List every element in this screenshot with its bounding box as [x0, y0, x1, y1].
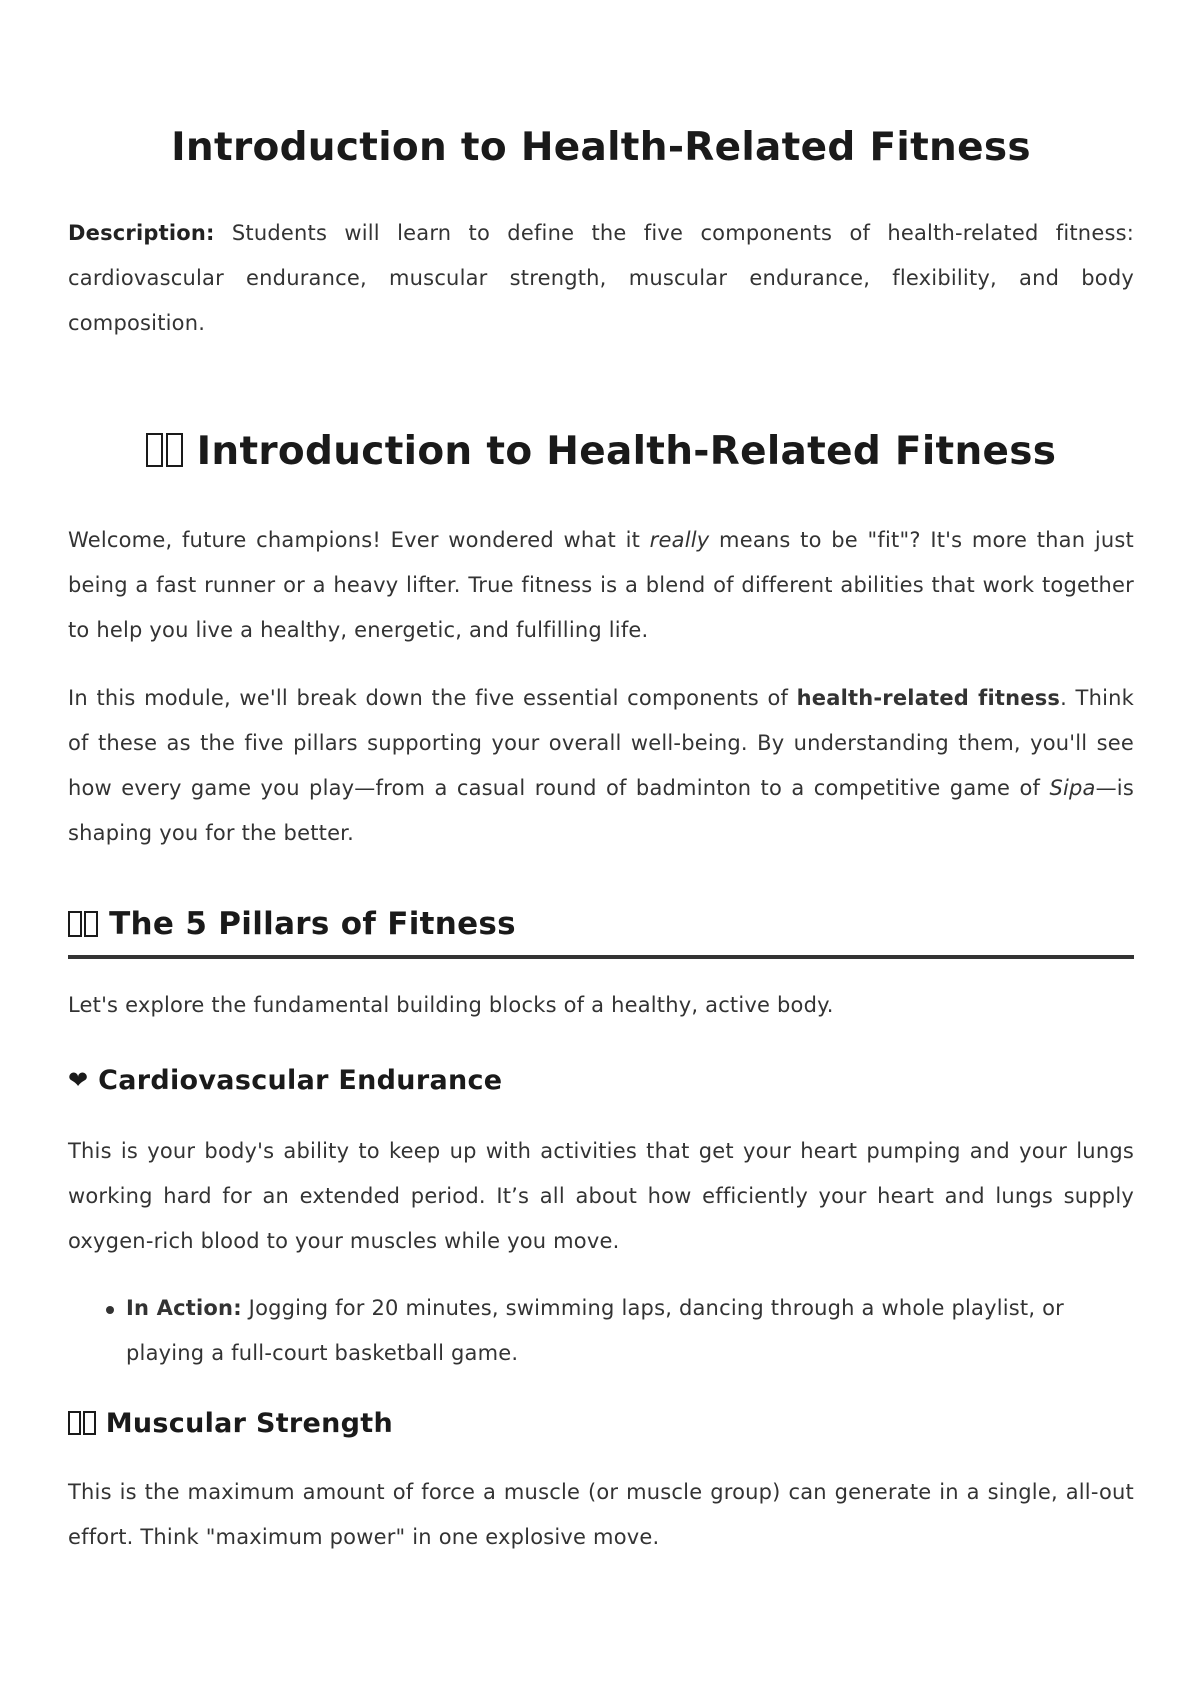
- pillars-heading: [68, 902, 1134, 959]
- module-text-start: In this module, we'll break down the five essential components of: [68, 686, 797, 710]
- bullet-icon: [106, 1306, 114, 1314]
- module-paragraph: [68, 676, 1134, 856]
- document-title: Introduction to Health-Related Fitness: [171, 125, 1031, 170]
- welcome-text-start: Welcome, future champions! Ever wondered what it: [68, 528, 650, 552]
- main-heading: [68, 426, 1134, 478]
- cardio-heading: [68, 1060, 1134, 1101]
- welcome-paragraph: [68, 518, 1134, 653]
- module-emphasis: Sipa: [1049, 776, 1096, 800]
- description-text: Students will learn to define the five components of health-related fitness: cardiovascular endurance, muscular strength, muscular endurance, flexibility, and body composition.: [68, 221, 1134, 335]
- strength-heading-text: Muscular Strength: [105, 1408, 394, 1439]
- main-heading-text: Introduction to Health-Related Fitness: [196, 429, 1057, 474]
- strength-paragraph: This is the maximum amount of force a muscle (or muscle group) can generate in a single, all-out effort. Think "maximum power" in one explosive move.: [68, 1480, 1134, 1549]
- module-bold-term: health-related fitness: [796, 686, 1061, 710]
- description-label: Description:: [68, 221, 215, 245]
- heart-icon: ❤: [68, 1066, 89, 1094]
- description-paragraph: [68, 211, 1134, 346]
- missing-glyph-emoji-icon: [68, 906, 98, 942]
- pillars-heading-text: The 5 Pillars of Fitness: [109, 906, 516, 942]
- document-page: [68, 0, 1134, 1560]
- list-item: [126, 1286, 1134, 1376]
- missing-glyph-emoji-icon: [68, 1408, 96, 1439]
- in-action-label: In Action:: [126, 1296, 242, 1320]
- in-action-text: Jogging for 20 minutes, swimming laps, dancing through a whole playlist, or playing a full-court basketball game.: [126, 1296, 1064, 1365]
- explore-paragraph: Let's explore the fundamental building blocks of a healthy, active body.: [68, 993, 834, 1017]
- cardio-list: [68, 1286, 1134, 1376]
- cardio-paragraph: This is your body's ability to keep up with activities that get your heart pumping and your lungs working hard for an extended period. It’s all about how efficiently your heart and lungs supply oxygen-rich blood to your muscles while you move.: [68, 1139, 1134, 1253]
- welcome-emphasis: really: [649, 528, 710, 552]
- missing-glyph-emoji-icon: [146, 429, 183, 474]
- cardio-heading-text: Cardiovascular Endurance: [98, 1065, 503, 1096]
- welcome-text-end: means to be "fit"? It's more than just being a fast runner or a heavy lifter. True fitness is a blend of different abilities that work together to help you live a healthy, energetic, and fulfilling life.: [68, 528, 1134, 642]
- strength-heading: [68, 1404, 1134, 1444]
- module-text-end: —is shaping you for the better.: [68, 776, 1134, 845]
- module-text-middle: . Think of these as the five pillars supporting your overall well-being. By understanding them, you'll see how every game you play—from a casual round of badminton to a competitive game of: [68, 686, 1134, 800]
